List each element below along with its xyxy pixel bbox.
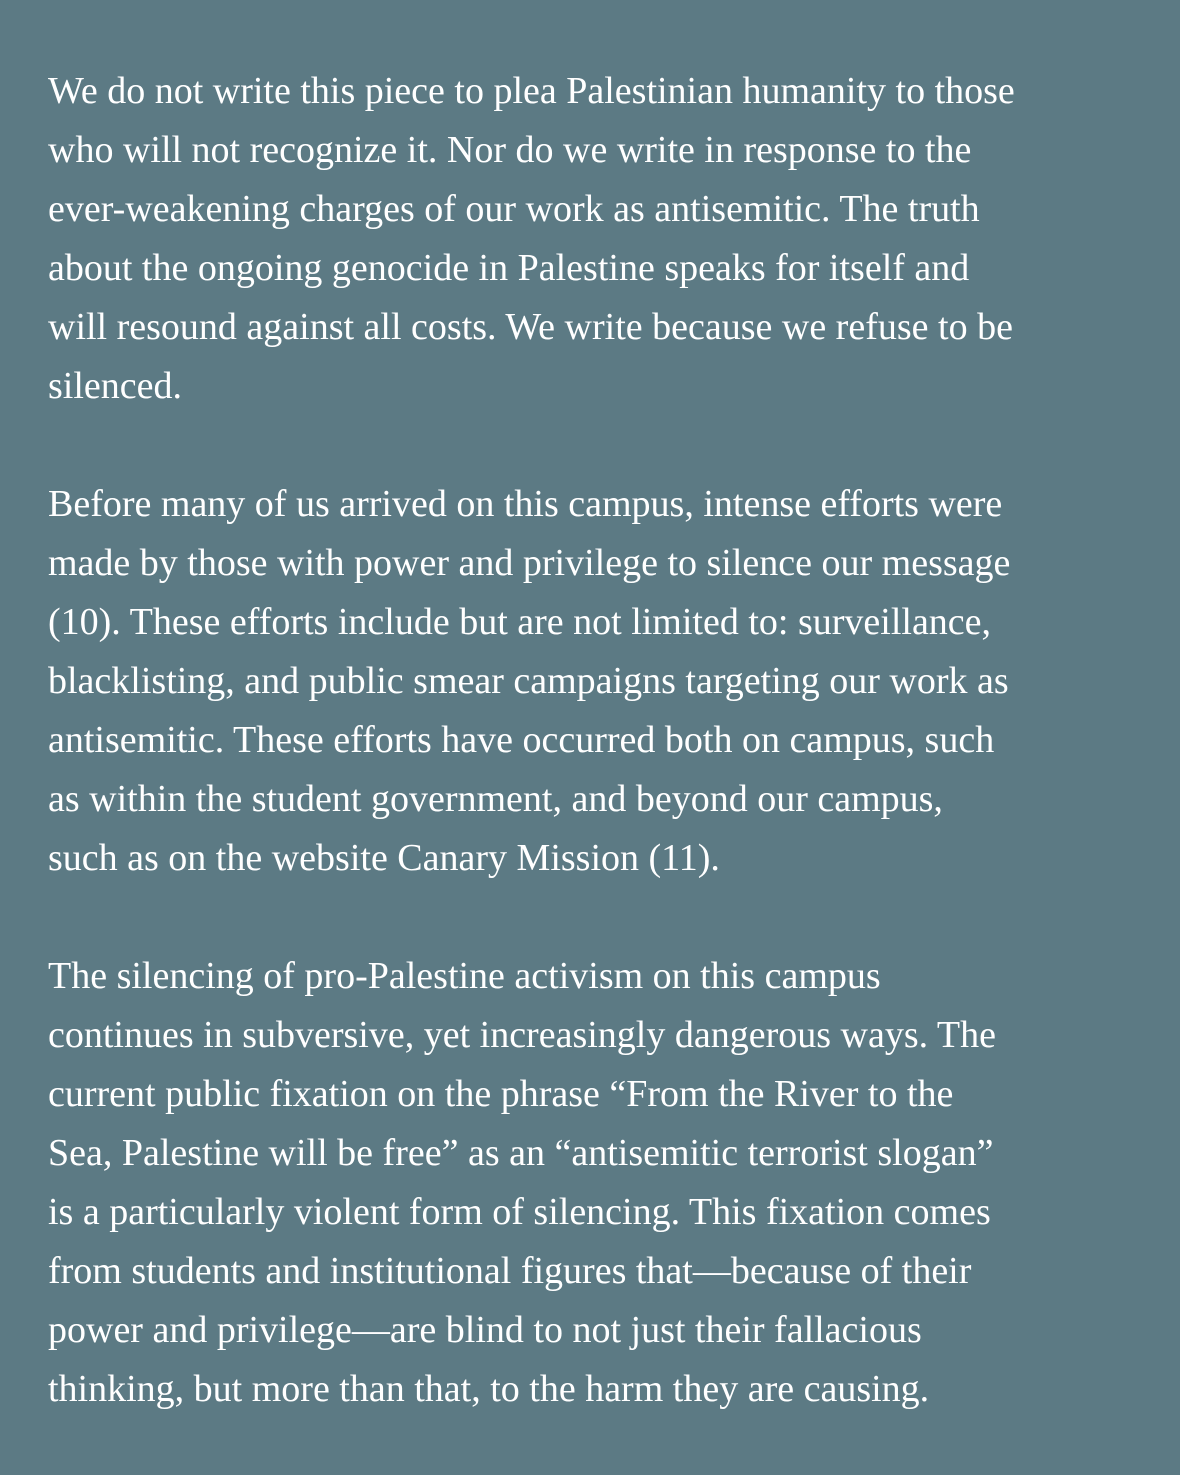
text-line: will resound against all costs. We write because we refuse to be: [48, 306, 1013, 348]
paragraph-2: [48, 475, 1140, 888]
paragraph-1: [48, 62, 1140, 416]
text-line: (10). These efforts include but are not limited to: surveillance,: [48, 601, 992, 643]
text-line: who will not recognize it. Nor do we write in response to the: [48, 129, 972, 171]
text-line: power and privilege—are blind to not just their fallacious: [48, 1309, 922, 1351]
text-line: silenced.: [48, 365, 183, 407]
text-line: thinking, but more than that, to the harm they are causing.: [48, 1368, 930, 1410]
text-line: blacklisting, and public smear campaigns targeting our work as: [48, 660, 1009, 702]
text-line: such as on the website Canary Mission (11).: [48, 837, 720, 879]
text-line: Sea, Palestine will be free” as an “antisemitic terrorist slogan”: [48, 1132, 994, 1174]
text-line: current public fixation on the phrase “From the River to the: [48, 1073, 954, 1115]
text-line: We do not write this piece to plea Palestinian humanity to those: [48, 70, 1015, 112]
text-line: continues in subversive, yet increasingly dangerous ways. The: [48, 1014, 997, 1056]
paragraph-3: [48, 947, 1140, 1419]
text-line: The silencing of pro-Palestine activism on this campus: [48, 955, 881, 997]
text-line: about the ongoing genocide in Palestine speaks for itself and: [48, 247, 970, 289]
text-line: ever-weakening charges of our work as antisemitic. The truth: [48, 188, 980, 230]
text-line: as within the student government, and beyond our campus,: [48, 778, 943, 820]
text-line: Before many of us arrived on this campus, intense efforts were: [48, 483, 1003, 525]
text-line: is a particularly violent form of silencing. This fixation comes: [48, 1191, 991, 1233]
text-line: antisemitic. These efforts have occurred both on campus, such: [48, 719, 995, 761]
text-line: made by those with power and privilege to silence our message: [48, 542, 1011, 584]
text-line: from students and institutional figures that—because of their: [48, 1250, 972, 1292]
